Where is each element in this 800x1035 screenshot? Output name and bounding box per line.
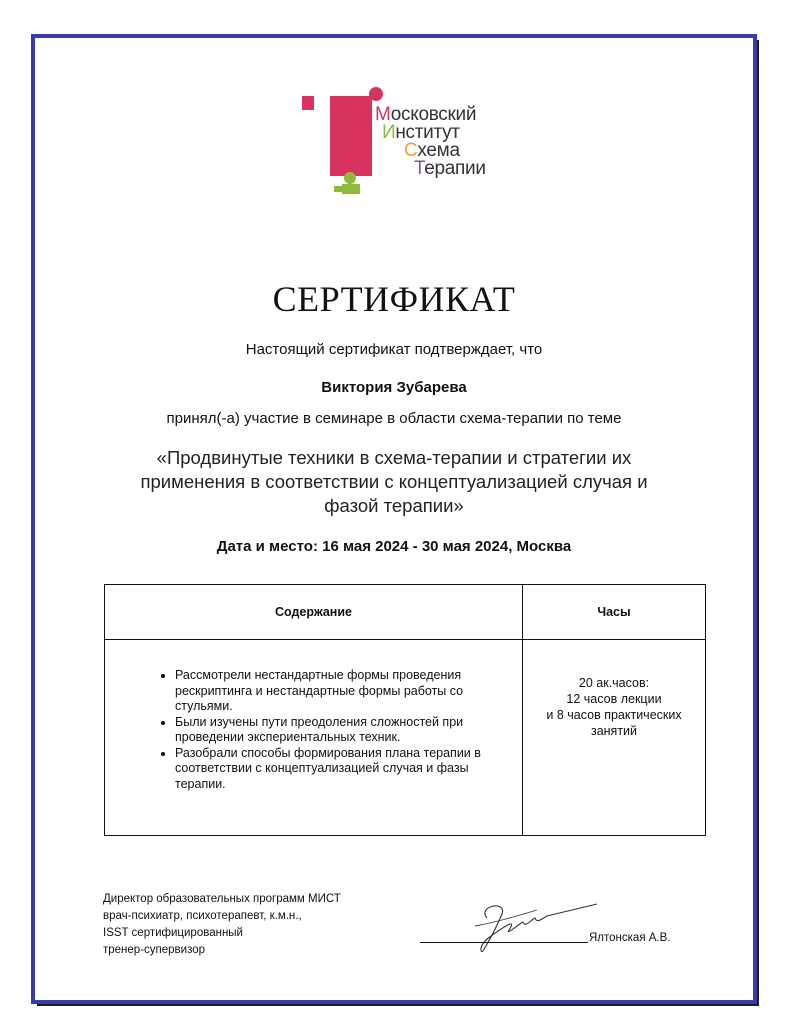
hours-cell xyxy=(523,640,706,836)
logo-line-4: Терапии xyxy=(414,158,486,179)
hours-line: занятий xyxy=(590,724,638,738)
logo-initial-4: Т xyxy=(414,158,425,179)
participation-text: принял(-а) участие в семинаре в области схема-терапии по теме xyxy=(166,410,622,427)
logo-initial-2: И xyxy=(382,122,396,143)
list-item: • Рассмотрели нестандартные формы проведения рескриптинга и нестандартные формы работы со стульями. xyxy=(175,668,512,715)
signatory-line: ISST сертифицированный xyxy=(103,927,243,939)
handwritten-signature xyxy=(447,896,607,956)
header-content: Содержание xyxy=(105,585,523,640)
content-table xyxy=(104,584,706,836)
hours-line: 20 ак.часов: xyxy=(578,676,650,690)
logo-line-1: Московский xyxy=(375,104,477,125)
date-place: Дата и место: 16 мая 2024 - 30 мая 2024, Москва xyxy=(216,538,572,555)
header-hours: Часы xyxy=(523,585,706,640)
certificate-frame xyxy=(31,34,757,1004)
seminar-topic: «Продвинутые техники в схема-терапии и стратегии их применения в соответствии с концептуализацией случая и фазой терапии» xyxy=(140,447,648,516)
table-row xyxy=(105,640,706,836)
hours-line: 12 часов лекции xyxy=(566,692,662,706)
signatory-line: врач-психиатр, психотерапевт, к.м.н., xyxy=(103,910,302,922)
logo-wordmark xyxy=(375,106,486,178)
table-header-row xyxy=(105,585,706,640)
logo-initial-1: М xyxy=(375,104,391,125)
certificate-title: СЕРТИФИКАТ xyxy=(272,279,516,319)
hours-line: и 8 часов практических xyxy=(546,708,682,722)
logo-line-3: Схема xyxy=(404,140,460,161)
signatory-line: тренер-супервизор xyxy=(103,944,206,956)
logo-line-2: Институт xyxy=(382,122,460,143)
content-cell xyxy=(105,640,523,836)
list-item: • Разобрали способы формирования плана терапии в соответствии с концептуализацией случая и фазы терапии. xyxy=(175,746,512,793)
signatory-line: Директор образовательных программ МИСТ xyxy=(103,893,341,905)
recipient-name: Виктория Зубарева xyxy=(321,379,467,396)
signatory-name: Ялтонская А.В. xyxy=(589,932,671,944)
logo-initial-3: С xyxy=(404,140,418,161)
signatory-credentials xyxy=(103,891,341,959)
confirm-text: Настоящий сертификат подтверждает, что xyxy=(245,341,543,358)
content-list xyxy=(153,668,512,792)
list-item: • Были изучены пути преодоления сложностей при проведении экспериентальных техник. xyxy=(175,715,512,746)
signature-line xyxy=(420,942,588,943)
